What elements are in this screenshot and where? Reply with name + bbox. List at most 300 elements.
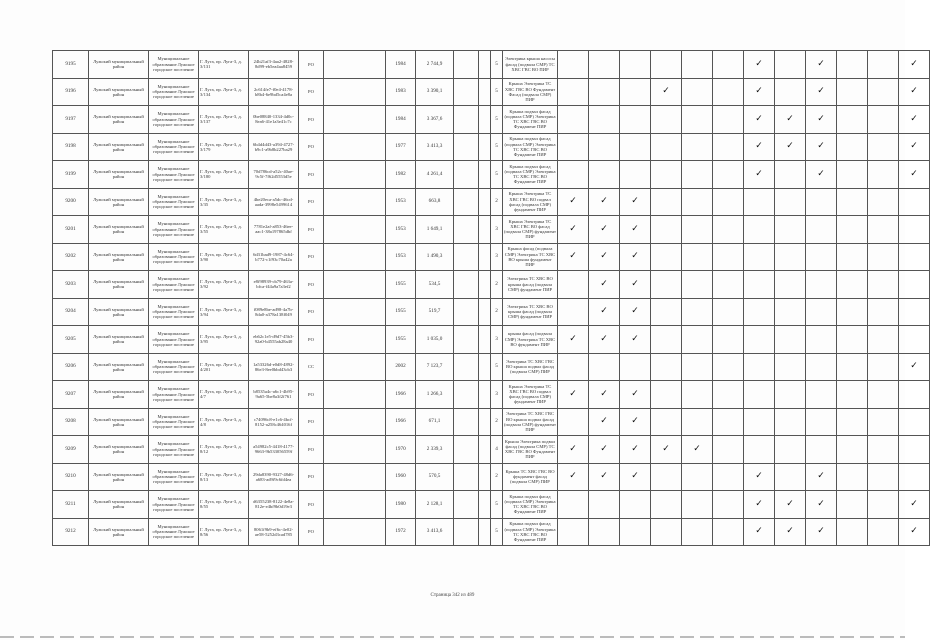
check-icon: ✓ <box>910 168 918 179</box>
works-cell: Крыша подвал фасад (подвала СМР) Электрика ТС ХВС ГВС ВО Фундамент ПИР <box>503 491 558 519</box>
floors-cell: 5 <box>491 133 503 161</box>
settlement-cell: Муниципальное образование Лужское городское поселение <box>149 463 199 491</box>
work-check-cell <box>744 408 775 436</box>
work-check-cell <box>558 463 589 491</box>
work-check-cell <box>775 436 806 464</box>
guid-cell: a54982c5-4418-4177-9663-9b533056559f <box>249 436 299 464</box>
work-check-cell <box>651 106 682 134</box>
work-check-cell <box>558 326 589 354</box>
row-number: 9208 <box>53 408 89 436</box>
address-cell: Г. Луга, пр. Луга-3, д. 3/55 <box>199 216 249 244</box>
blank-cell <box>324 133 386 161</box>
check-icon: ✓ <box>569 223 577 234</box>
work-check-cell <box>744 381 775 409</box>
work-check-cell <box>713 161 744 189</box>
work-check-cell <box>682 353 713 381</box>
check-icon: ✓ <box>817 113 825 124</box>
work-check-cell <box>744 436 775 464</box>
scan-edge <box>0 636 905 638</box>
work-check-cell <box>558 408 589 436</box>
settlement-cell: Муниципальное образование Лужское городское поселение <box>149 271 199 299</box>
work-check-cell <box>806 518 837 546</box>
blank-cell <box>479 133 491 161</box>
work-check-cell <box>558 106 589 134</box>
district-cell: Лужский муниципальный район <box>89 51 149 79</box>
district-cell: Лужский муниципальный район <box>89 408 149 436</box>
work-check-cell <box>899 408 930 436</box>
address-cell: Г. Луга, пр. Луга-3, д. 3/180 <box>199 161 249 189</box>
address-cell: Г. Луга, пр. Луга-3, д. 8/13 <box>199 463 249 491</box>
check-icon: ✓ <box>755 141 763 152</box>
work-check-cell <box>775 106 806 134</box>
year-cell: 1972 <box>386 518 416 546</box>
work-check-cell <box>899 381 930 409</box>
check-icon: ✓ <box>817 526 825 537</box>
building-type-cell: РО <box>299 106 324 134</box>
row-number: 9203 <box>53 271 89 299</box>
table-body <box>53 51 930 546</box>
settlement-cell: Муниципальное образование Лужское городское поселение <box>149 188 199 216</box>
building-type-cell: РО <box>299 298 324 326</box>
work-check-cell <box>620 463 651 491</box>
floors-cell: 2 <box>491 188 503 216</box>
area-cell: 3 413,6 <box>416 518 454 546</box>
table-row <box>53 133 930 161</box>
work-check-cell <box>620 51 651 79</box>
floors-cell: 4 <box>491 436 503 464</box>
blank-cell <box>454 326 479 354</box>
blank-cell <box>479 518 491 546</box>
district-cell: Лужский муниципальный район <box>89 326 149 354</box>
blank-cell <box>479 161 491 189</box>
work-check-cell <box>899 133 930 161</box>
blank-cell <box>324 326 386 354</box>
work-check-cell <box>651 298 682 326</box>
check-icon: ✓ <box>755 498 763 509</box>
building-type-cell: РО <box>299 243 324 271</box>
row-number: 9211 <box>53 491 89 519</box>
guid-cell: f089e8be-ad98-4a7b-8da0-a378a138f049 <box>249 298 299 326</box>
work-check-cell <box>620 78 651 106</box>
work-check-cell <box>682 436 713 464</box>
works-cell: Крыша Электрика ТС ХВС ГВС ВО фасад (подвала СМР) фундамент ПИР <box>503 216 558 244</box>
work-check-cell <box>744 133 775 161</box>
blank-cell <box>454 463 479 491</box>
housing-register-table <box>52 50 930 546</box>
work-check-cell <box>713 518 744 546</box>
building-type-cell: РО <box>299 216 324 244</box>
year-cell: 1982 <box>386 161 416 189</box>
district-cell: Лужский муниципальный район <box>89 133 149 161</box>
address-cell: Г. Луга, пр. Луга-3, д. 3/90 <box>199 243 249 271</box>
guid-cell: 8061f9b9-ef6c-4e02-ae58-5252d3cad785 <box>249 518 299 546</box>
work-check-cell <box>868 243 899 271</box>
blank-cell <box>454 188 479 216</box>
blank-cell <box>454 408 479 436</box>
blank-cell <box>479 326 491 354</box>
work-check-cell <box>837 518 868 546</box>
floors-cell: 5 <box>491 106 503 134</box>
work-check-cell <box>837 436 868 464</box>
row-number: 9198 <box>53 133 89 161</box>
work-check-cell <box>558 78 589 106</box>
area-cell: 570,5 <box>416 463 454 491</box>
work-check-cell <box>868 106 899 134</box>
district-cell: Лужский муниципальный район <box>89 436 149 464</box>
table-row <box>53 161 930 189</box>
blank-cell <box>479 491 491 519</box>
year-cell: 1977 <box>386 133 416 161</box>
work-check-cell <box>899 518 930 546</box>
blank-cell <box>324 216 386 244</box>
work-check-cell <box>775 381 806 409</box>
guid-cell: 7781e2af-a853-46ee-aac1-38a197865dbf <box>249 216 299 244</box>
settlement-cell: Муниципальное образование Лужское городское поселение <box>149 298 199 326</box>
floors-cell: 3 <box>491 216 503 244</box>
check-icon: ✓ <box>631 333 639 344</box>
row-number: 9195 <box>53 51 89 79</box>
works-cell: Крыша подвал фасад (подвала СМР) Электрика ТС ХВС ГВС ВО Фундамент ПИР <box>503 518 558 546</box>
row-number: 9196 <box>53 78 89 106</box>
work-check-cell <box>837 243 868 271</box>
settlement-cell: Муниципальное образование Лужское городское поселение <box>149 78 199 106</box>
district-cell: Лужский муниципальный район <box>89 78 149 106</box>
work-check-cell <box>868 463 899 491</box>
work-check-cell <box>806 381 837 409</box>
work-check-cell <box>620 408 651 436</box>
work-check-cell <box>806 51 837 79</box>
check-icon: ✓ <box>569 196 577 207</box>
floors-cell: 5 <box>491 161 503 189</box>
work-check-cell <box>589 491 620 519</box>
year-cell: 1955 <box>386 326 416 354</box>
check-icon: ✓ <box>755 86 763 97</box>
work-check-cell <box>589 326 620 354</box>
table-row <box>53 106 930 134</box>
check-icon: ✓ <box>910 361 918 372</box>
address-cell: Г. Луга, пр. Луга-3, д. 3/94 <box>199 298 249 326</box>
blank-cell <box>454 78 479 106</box>
check-icon: ✓ <box>910 58 918 69</box>
work-check-cell <box>682 78 713 106</box>
district-cell: Лужский муниципальный район <box>89 491 149 519</box>
blank-cell <box>479 408 491 436</box>
works-cell: Крыша подвал фасад (подвала СМР) Электрика ТС ХВС ГВС ВО Фундамент ПИР <box>503 106 558 134</box>
area-cell: 2 128,1 <box>416 491 454 519</box>
work-check-cell <box>682 243 713 271</box>
settlement-cell: Муниципальное образование Лужское городское поселение <box>149 491 199 519</box>
work-check-cell <box>806 326 837 354</box>
floors-cell: 5 <box>491 491 503 519</box>
blank-cell <box>324 298 386 326</box>
work-check-cell <box>589 133 620 161</box>
area-cell: 671,1 <box>416 408 454 436</box>
work-check-cell <box>589 381 620 409</box>
blank-cell <box>479 216 491 244</box>
work-check-cell <box>558 243 589 271</box>
work-check-cell <box>651 243 682 271</box>
row-number: 9206 <box>53 353 89 381</box>
address-cell: Г. Луга, пр. Луга-3, д. 3/179 <box>199 133 249 161</box>
work-check-cell <box>589 78 620 106</box>
check-icon: ✓ <box>910 526 918 537</box>
work-check-cell <box>589 216 620 244</box>
guid-cell: 1a53326d-e0d8-4892-86e3-8ee0bbd43cb3 <box>249 353 299 381</box>
address-cell: Г. Луга, пр. Луга-3, д. 8/55 <box>199 491 249 519</box>
work-check-cell <box>868 216 899 244</box>
row-number: 9202 <box>53 243 89 271</box>
building-type-cell: РО <box>299 326 324 354</box>
work-check-cell <box>868 78 899 106</box>
district-cell: Лужский муниципальный район <box>89 298 149 326</box>
check-icon: ✓ <box>631 196 639 207</box>
work-check-cell <box>837 161 868 189</box>
work-check-cell <box>868 408 899 436</box>
year-cell: 1984 <box>386 106 416 134</box>
row-number: 9210 <box>53 463 89 491</box>
district-cell: Лужский муниципальный район <box>89 161 149 189</box>
work-check-cell <box>744 188 775 216</box>
guid-cell: 24b21af3-4aa2-4828-8d99-eb5ea4aa8459 <box>249 51 299 79</box>
work-check-cell <box>775 243 806 271</box>
work-check-cell <box>682 271 713 299</box>
work-check-cell <box>744 78 775 106</box>
settlement-cell: Муниципальное образование Лужское городское поселение <box>149 353 199 381</box>
work-check-cell <box>806 298 837 326</box>
work-check-cell <box>713 271 744 299</box>
work-check-cell <box>744 51 775 79</box>
work-check-cell <box>868 188 899 216</box>
settlement-cell: Муниципальное образование Лужское городское поселение <box>149 216 199 244</box>
check-icon: ✓ <box>631 416 639 427</box>
work-check-cell <box>899 51 930 79</box>
work-check-cell <box>899 326 930 354</box>
work-check-cell <box>651 381 682 409</box>
district-cell: Лужский муниципальный район <box>89 353 149 381</box>
guid-cell: 29da8390-9327-48d6-a683-ad9f9c6fd4ea <box>249 463 299 491</box>
blank-cell <box>479 188 491 216</box>
year-cell: 1970 <box>386 436 416 464</box>
check-icon: ✓ <box>755 58 763 69</box>
floors-cell: 2 <box>491 463 503 491</box>
work-check-cell <box>558 188 589 216</box>
work-check-cell <box>589 408 620 436</box>
works-cell: Крыша Электрика ТС ХВС ГВС ВО подвал фасад (подвала СМР) фундамент ПИР <box>503 381 558 409</box>
guid-cell: d6355238-8122-4e8a-812e-e4bf9b0d19e3 <box>249 491 299 519</box>
work-check-cell <box>620 188 651 216</box>
check-icon: ✓ <box>600 471 608 482</box>
work-check-cell <box>744 326 775 354</box>
work-check-cell <box>744 161 775 189</box>
work-check-cell <box>806 436 837 464</box>
year-cell: 1966 <box>386 381 416 409</box>
table-row <box>53 216 930 244</box>
building-type-cell: РО <box>299 78 324 106</box>
area-cell: 519,7 <box>416 298 454 326</box>
work-check-cell <box>899 188 930 216</box>
blank-cell <box>454 216 479 244</box>
area-cell: 4 261,4 <box>416 161 454 189</box>
work-check-cell <box>837 51 868 79</box>
work-check-cell <box>558 133 589 161</box>
floors-cell: 5 <box>491 518 503 546</box>
guid-cell: 4be20eca-a5dc-46cd-aada-3998e5499614 <box>249 188 299 216</box>
work-check-cell <box>713 106 744 134</box>
blank-cell <box>324 381 386 409</box>
work-check-cell <box>868 161 899 189</box>
blank-cell <box>454 271 479 299</box>
work-check-cell <box>775 491 806 519</box>
check-icon: ✓ <box>662 86 670 97</box>
work-check-cell <box>837 326 868 354</box>
work-check-cell <box>744 271 775 299</box>
check-icon: ✓ <box>910 86 918 97</box>
work-check-cell <box>651 188 682 216</box>
work-check-cell <box>806 491 837 519</box>
work-check-cell <box>682 216 713 244</box>
work-check-cell <box>651 133 682 161</box>
work-check-cell <box>775 216 806 244</box>
work-check-cell <box>868 51 899 79</box>
settlement-cell: Муниципальное образование Лужское городское поселение <box>149 326 199 354</box>
work-check-cell <box>620 491 651 519</box>
work-check-cell <box>837 78 868 106</box>
floors-cell: 2 <box>491 298 503 326</box>
work-check-cell <box>620 298 651 326</box>
work-check-cell <box>775 78 806 106</box>
guid-cell: 6d31bad9-1987-4c64-b772-c1f93c70a42a <box>249 243 299 271</box>
work-check-cell <box>620 161 651 189</box>
check-icon: ✓ <box>569 443 577 454</box>
blank-cell <box>324 51 386 79</box>
blank-cell <box>324 243 386 271</box>
work-check-cell <box>775 353 806 381</box>
work-check-cell <box>744 216 775 244</box>
check-icon: ✓ <box>569 251 577 262</box>
building-type-cell: РО <box>299 381 324 409</box>
work-check-cell <box>806 133 837 161</box>
work-check-cell <box>558 353 589 381</box>
address-cell: Г. Луга, пр. Луга-3, д. 4/201 <box>199 353 249 381</box>
work-check-cell <box>713 381 744 409</box>
work-check-cell <box>744 353 775 381</box>
work-check-cell <box>682 491 713 519</box>
work-check-cell <box>651 326 682 354</box>
table-row <box>53 381 930 409</box>
blank-cell <box>454 106 479 134</box>
work-check-cell <box>775 188 806 216</box>
check-icon: ✓ <box>569 471 577 482</box>
work-check-cell <box>589 271 620 299</box>
work-check-cell <box>620 518 651 546</box>
guid-cell: eb62c1e5-d9d7-45b3-92a0-b4555ab28a40 <box>249 326 299 354</box>
building-type-cell: РО <box>299 518 324 546</box>
work-check-cell <box>713 78 744 106</box>
table-row <box>53 188 930 216</box>
blank-cell <box>454 161 479 189</box>
district-cell: Лужский муниципальный район <box>89 106 149 134</box>
guid-cell: b8535a4c-a6c1-4b95-9a65-5be8a3f2f761 <box>249 381 299 409</box>
work-check-cell <box>775 133 806 161</box>
area-cell: 2 744,9 <box>416 51 454 79</box>
work-check-cell <box>713 243 744 271</box>
work-check-cell <box>775 408 806 436</box>
building-type-cell: РО <box>299 161 324 189</box>
work-check-cell <box>682 408 713 436</box>
table-row <box>53 271 930 299</box>
area-cell: 1 266,3 <box>416 381 454 409</box>
work-check-cell <box>620 271 651 299</box>
blank-cell <box>324 436 386 464</box>
work-check-cell <box>899 353 930 381</box>
work-check-cell <box>589 436 620 464</box>
work-check-cell <box>806 463 837 491</box>
works-cell: Электрика крыша насосы фасад (подвала СМР) ТС ХВС ГВС ВО ПИР <box>503 51 558 79</box>
table-row <box>53 78 930 106</box>
work-check-cell <box>868 298 899 326</box>
work-check-cell <box>589 463 620 491</box>
works-cell: Крыша ТС ХВС ГВС ВО фундамент фасад (подвала СМР) ПИР <box>503 463 558 491</box>
row-number: 9197 <box>53 106 89 134</box>
blank-cell <box>454 298 479 326</box>
year-cell: 1953 <box>386 188 416 216</box>
year-cell: 1955 <box>386 271 416 299</box>
settlement-cell: Муниципальное образование Лужское городское поселение <box>149 408 199 436</box>
blank-cell <box>454 133 479 161</box>
year-cell: 1953 <box>386 216 416 244</box>
work-check-cell <box>868 518 899 546</box>
work-check-cell <box>651 161 682 189</box>
year-cell: 1955 <box>386 298 416 326</box>
work-check-cell <box>837 106 868 134</box>
work-check-cell <box>744 106 775 134</box>
work-check-cell <box>899 161 930 189</box>
check-icon: ✓ <box>600 443 608 454</box>
check-icon: ✓ <box>631 251 639 262</box>
work-check-cell <box>806 243 837 271</box>
year-cell: 1960 <box>386 463 416 491</box>
work-check-cell <box>682 381 713 409</box>
work-check-cell <box>713 216 744 244</box>
check-icon: ✓ <box>631 306 639 317</box>
work-check-cell <box>558 51 589 79</box>
work-check-cell <box>837 408 868 436</box>
work-check-cell <box>868 326 899 354</box>
work-check-cell <box>682 51 713 79</box>
check-icon: ✓ <box>600 223 608 234</box>
works-cell: Крыша Электрика ТС ХВС ГВС ВО Фундамент Фасад (подвала СМР) ПИР <box>503 78 558 106</box>
work-check-cell <box>868 353 899 381</box>
work-check-cell <box>558 436 589 464</box>
work-check-cell <box>713 298 744 326</box>
work-check-cell <box>775 271 806 299</box>
blank-cell <box>479 298 491 326</box>
work-check-cell <box>713 188 744 216</box>
settlement-cell: Муниципальное образование Лужское городское поселение <box>149 518 199 546</box>
area-cell: 663,8 <box>416 188 454 216</box>
work-check-cell <box>868 133 899 161</box>
blank-cell <box>479 463 491 491</box>
settlement-cell: Муниципальное образование Лужское городское поселение <box>149 51 199 79</box>
work-check-cell <box>558 216 589 244</box>
check-icon: ✓ <box>600 196 608 207</box>
building-type-cell: СС <box>299 353 324 381</box>
work-check-cell <box>837 381 868 409</box>
work-check-cell <box>775 326 806 354</box>
work-check-cell <box>589 161 620 189</box>
work-check-cell <box>837 271 868 299</box>
check-icon: ✓ <box>786 141 794 152</box>
